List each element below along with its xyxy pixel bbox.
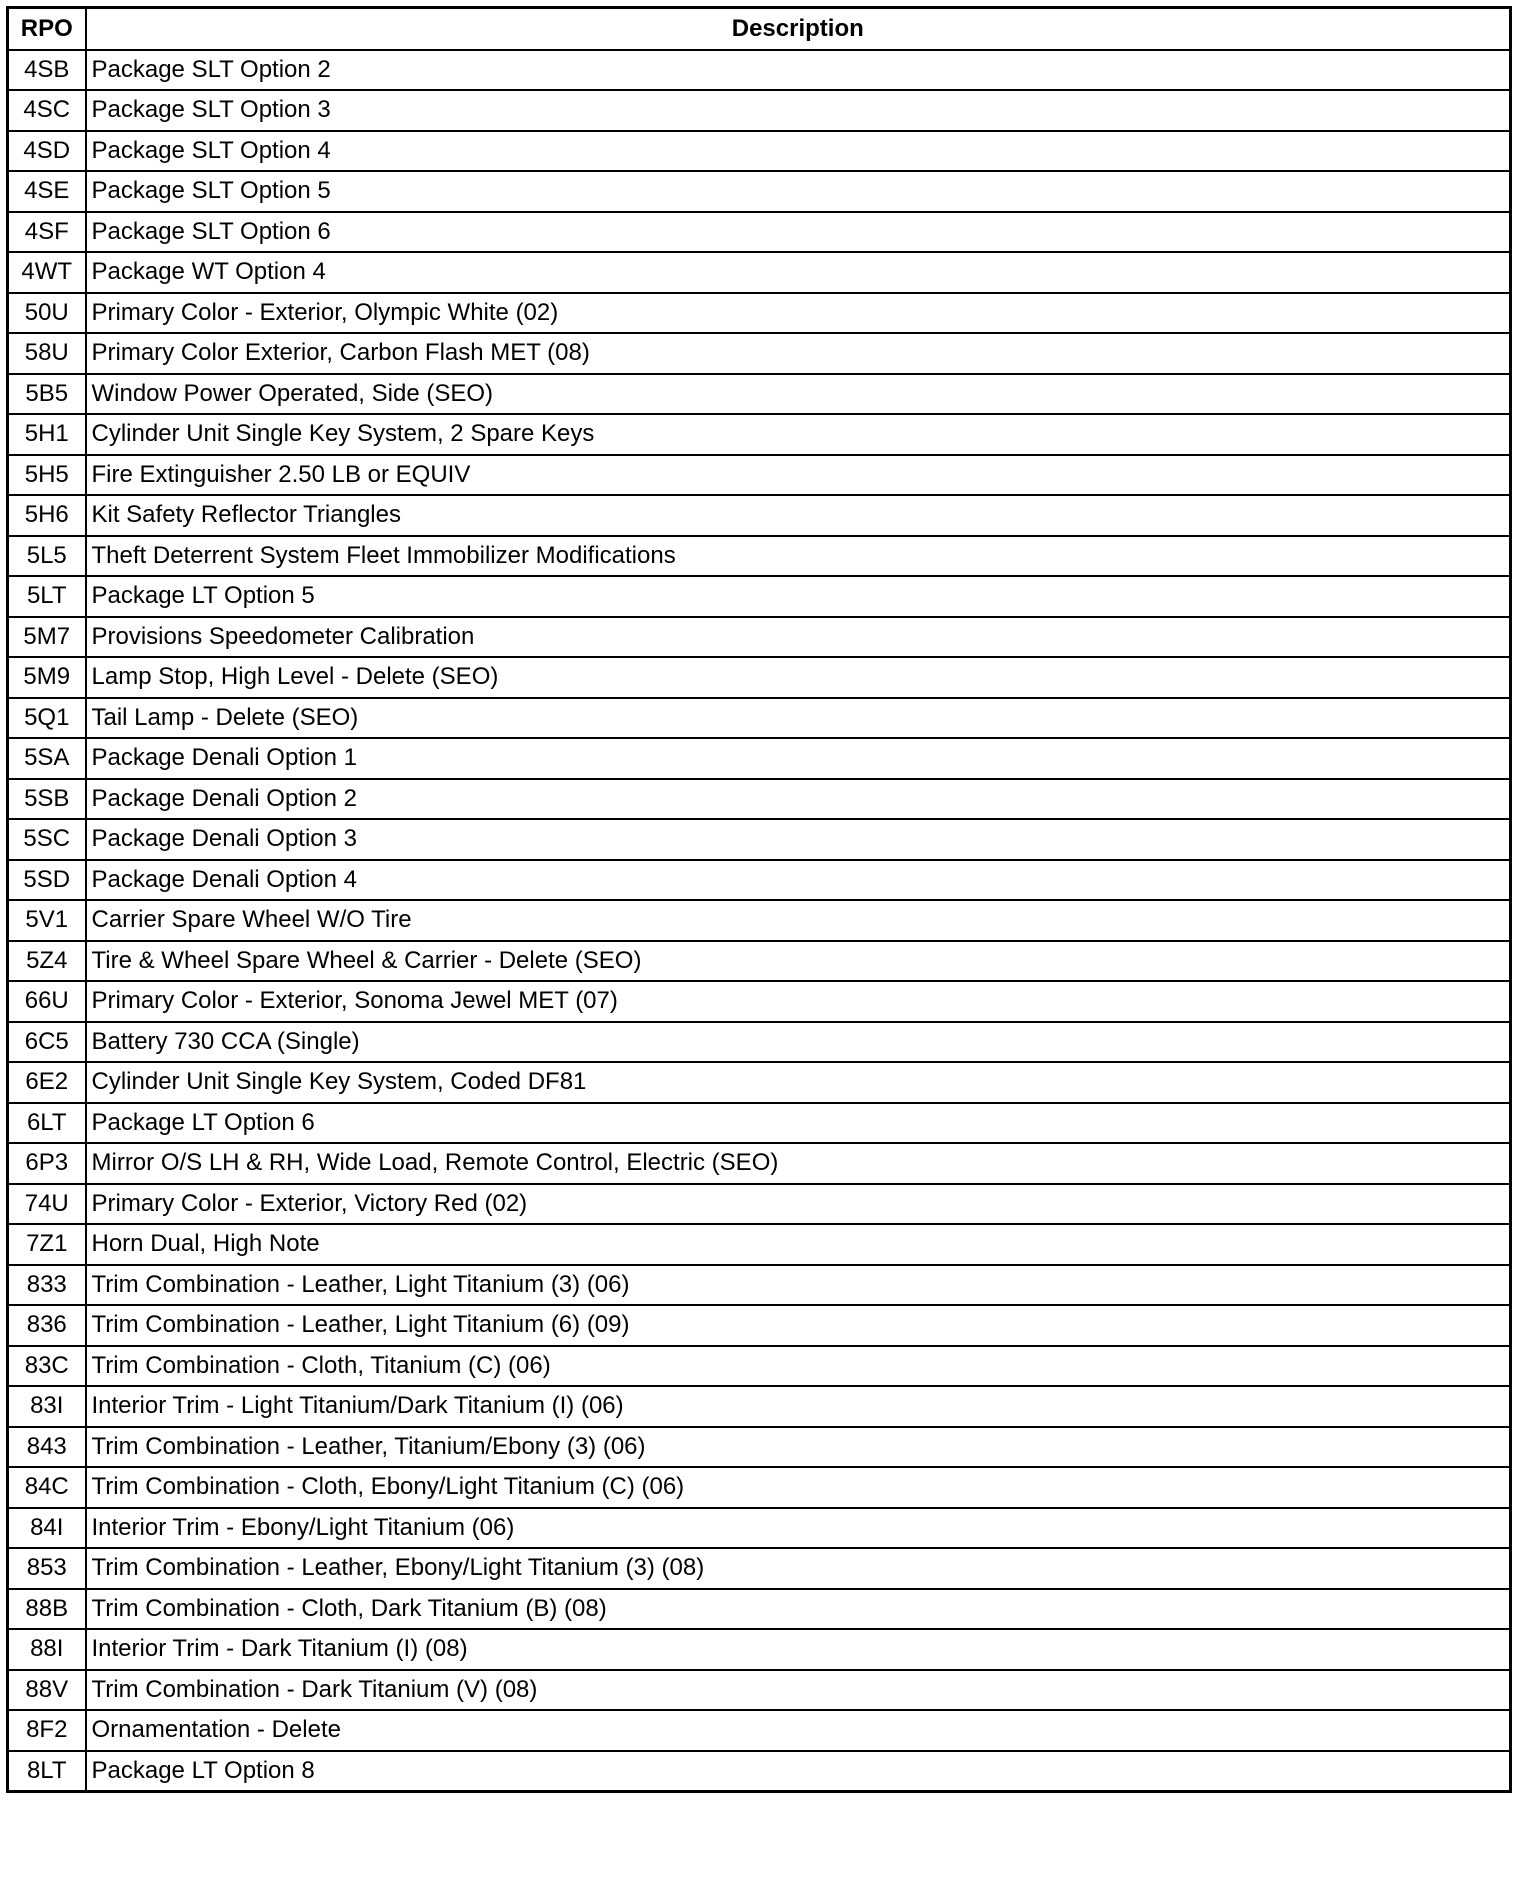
rpo-code-cell: 66U [8,981,86,1022]
rpo-code-cell: 6LT [8,1103,86,1144]
table-row [8,1548,1511,1589]
table-row [8,1508,1511,1549]
rpo-code-cell: 853 [8,1548,86,1589]
table-row [8,860,1511,901]
description-cell: Package LT Option 8 [86,1751,1511,1792]
description-cell: Package Denali Option 1 [86,738,1511,779]
table-row [8,1224,1511,1265]
table-row [8,495,1511,536]
table-row [8,1346,1511,1387]
table-row [8,1467,1511,1508]
description-cell: Horn Dual, High Note [86,1224,1511,1265]
rpo-code-cell: 6P3 [8,1143,86,1184]
table-row [8,1427,1511,1468]
table-row [8,1103,1511,1144]
table-body [8,50,1511,1792]
rpo-code-cell: 4SC [8,90,86,131]
rpo-column-header: RPO [8,8,86,50]
description-cell: Kit Safety Reflector Triangles [86,495,1511,536]
table-row [8,252,1511,293]
description-cell: Package Denali Option 4 [86,860,1511,901]
table-row [8,131,1511,172]
rpo-code-cell: 5SD [8,860,86,901]
table-row [8,900,1511,941]
description-cell: Fire Extinguisher 2.50 LB or EQUIV [86,455,1511,496]
table-row [8,1751,1511,1792]
description-cell: Package SLT Option 3 [86,90,1511,131]
description-cell: Trim Combination - Leather, Ebony/Light Titanium (3) (08) [86,1548,1511,1589]
rpo-code-cell: 5H6 [8,495,86,536]
rpo-code-cell: 84C [8,1467,86,1508]
rpo-code-cell: 88B [8,1589,86,1630]
table-row [8,617,1511,658]
description-cell: Primary Color - Exterior, Victory Red (02) [86,1184,1511,1225]
rpo-code-cell: 83C [8,1346,86,1387]
table-row [8,1265,1511,1306]
description-cell: Package SLT Option 4 [86,131,1511,172]
table-row [8,657,1511,698]
rpo-code-cell: 6C5 [8,1022,86,1063]
description-cell: Package LT Option 5 [86,576,1511,617]
rpo-code-cell: 5M9 [8,657,86,698]
rpo-code-cell: 5H5 [8,455,86,496]
rpo-code-cell: 7Z1 [8,1224,86,1265]
rpo-code-cell: 833 [8,1265,86,1306]
table-row [8,1589,1511,1630]
description-cell: Trim Combination - Cloth, Ebony/Light Titanium (C) (06) [86,1467,1511,1508]
rpo-code-cell: 5SC [8,819,86,860]
rpo-code-cell: 88V [8,1670,86,1711]
description-cell: Package SLT Option 5 [86,171,1511,212]
description-cell: Trim Combination - Leather, Titanium/Ebony (3) (06) [86,1427,1511,1468]
rpo-code-cell: 5V1 [8,900,86,941]
table-row [8,90,1511,131]
rpo-code-cell: 5L5 [8,536,86,577]
description-cell: Theft Deterrent System Fleet Immobilizer Modifications [86,536,1511,577]
description-cell: Ornamentation - Delete [86,1710,1511,1751]
description-cell: Package SLT Option 6 [86,212,1511,253]
description-cell: Window Power Operated, Side (SEO) [86,374,1511,415]
table-row [8,1710,1511,1751]
table-row [8,536,1511,577]
description-cell: Trim Combination - Leather, Light Titanium (6) (09) [86,1305,1511,1346]
table-row [8,212,1511,253]
rpo-code-cell: 58U [8,333,86,374]
description-cell: Cylinder Unit Single Key System, 2 Spare Keys [86,414,1511,455]
description-cell: Primary Color - Exterior, Olympic White (02) [86,293,1511,334]
description-cell: Package LT Option 6 [86,1103,1511,1144]
table-row [8,50,1511,91]
rpo-code-cell: 74U [8,1184,86,1225]
table-row [8,171,1511,212]
rpo-code-cell: 50U [8,293,86,334]
table-row [8,576,1511,617]
table-row [8,455,1511,496]
table-row [8,1184,1511,1225]
table-row [8,1062,1511,1103]
description-cell: Primary Color Exterior, Carbon Flash MET (08) [86,333,1511,374]
rpo-code-cell: 4SB [8,50,86,91]
rpo-table [6,6,1512,1793]
rpo-code-cell: 836 [8,1305,86,1346]
table-row [8,698,1511,739]
rpo-code-cell: 5Q1 [8,698,86,739]
rpo-code-cell: 5Z4 [8,941,86,982]
rpo-code-cell: 5SB [8,779,86,820]
rpo-code-cell: 4WT [8,252,86,293]
description-cell: Trim Combination - Leather, Light Titanium (3) (06) [86,1265,1511,1306]
rpo-code-cell: 5LT [8,576,86,617]
description-cell: Tire & Wheel Spare Wheel & Carrier - Delete (SEO) [86,941,1511,982]
description-column-header: Description [86,8,1511,50]
rpo-code-cell: 4SF [8,212,86,253]
table-row [8,414,1511,455]
description-cell: Provisions Speedometer Calibration [86,617,1511,658]
rpo-code-cell: 8LT [8,1751,86,1792]
rpo-code-cell: 4SD [8,131,86,172]
table-row [8,819,1511,860]
description-cell: Interior Trim - Ebony/Light Titanium (06) [86,1508,1511,1549]
rpo-code-cell: 5B5 [8,374,86,415]
table-row [8,1629,1511,1670]
rpo-code-cell: 88I [8,1629,86,1670]
description-cell: Trim Combination - Dark Titanium (V) (08) [86,1670,1511,1711]
description-cell: Trim Combination - Cloth, Dark Titanium (B) (08) [86,1589,1511,1630]
description-cell: Tail Lamp - Delete (SEO) [86,698,1511,739]
description-cell: Lamp Stop, High Level - Delete (SEO) [86,657,1511,698]
description-cell: Mirror O/S LH & RH, Wide Load, Remote Control, Electric (SEO) [86,1143,1511,1184]
table-row [8,1143,1511,1184]
table-row [8,941,1511,982]
rpo-code-cell: 5M7 [8,617,86,658]
description-cell: Package WT Option 4 [86,252,1511,293]
description-cell: Package Denali Option 2 [86,779,1511,820]
table-row [8,981,1511,1022]
description-cell: Carrier Spare Wheel W/O Tire [86,900,1511,941]
rpo-code-cell: 5SA [8,738,86,779]
table-row [8,293,1511,334]
table-row [8,1305,1511,1346]
table-row [8,1022,1511,1063]
table-row [8,738,1511,779]
rpo-code-cell: 83I [8,1386,86,1427]
rpo-code-cell: 6E2 [8,1062,86,1103]
rpo-code-cell: 4SE [8,171,86,212]
rpo-code-cell: 84I [8,1508,86,1549]
rpo-code-cell: 5H1 [8,414,86,455]
header-row [8,8,1511,50]
description-cell: Package Denali Option 3 [86,819,1511,860]
description-cell: Package SLT Option 2 [86,50,1511,91]
rpo-code-cell: 843 [8,1427,86,1468]
description-cell: Cylinder Unit Single Key System, Coded DF81 [86,1062,1511,1103]
description-cell: Battery 730 CCA (Single) [86,1022,1511,1063]
table-row [8,1386,1511,1427]
table-row [8,333,1511,374]
description-cell: Interior Trim - Light Titanium/Dark Titanium (I) (06) [86,1386,1511,1427]
description-cell: Trim Combination - Cloth, Titanium (C) (06) [86,1346,1511,1387]
description-cell: Primary Color - Exterior, Sonoma Jewel MET (07) [86,981,1511,1022]
table-row [8,779,1511,820]
table-row [8,374,1511,415]
description-cell: Interior Trim - Dark Titanium (I) (08) [86,1629,1511,1670]
table-row [8,1670,1511,1711]
rpo-code-cell: 8F2 [8,1710,86,1751]
